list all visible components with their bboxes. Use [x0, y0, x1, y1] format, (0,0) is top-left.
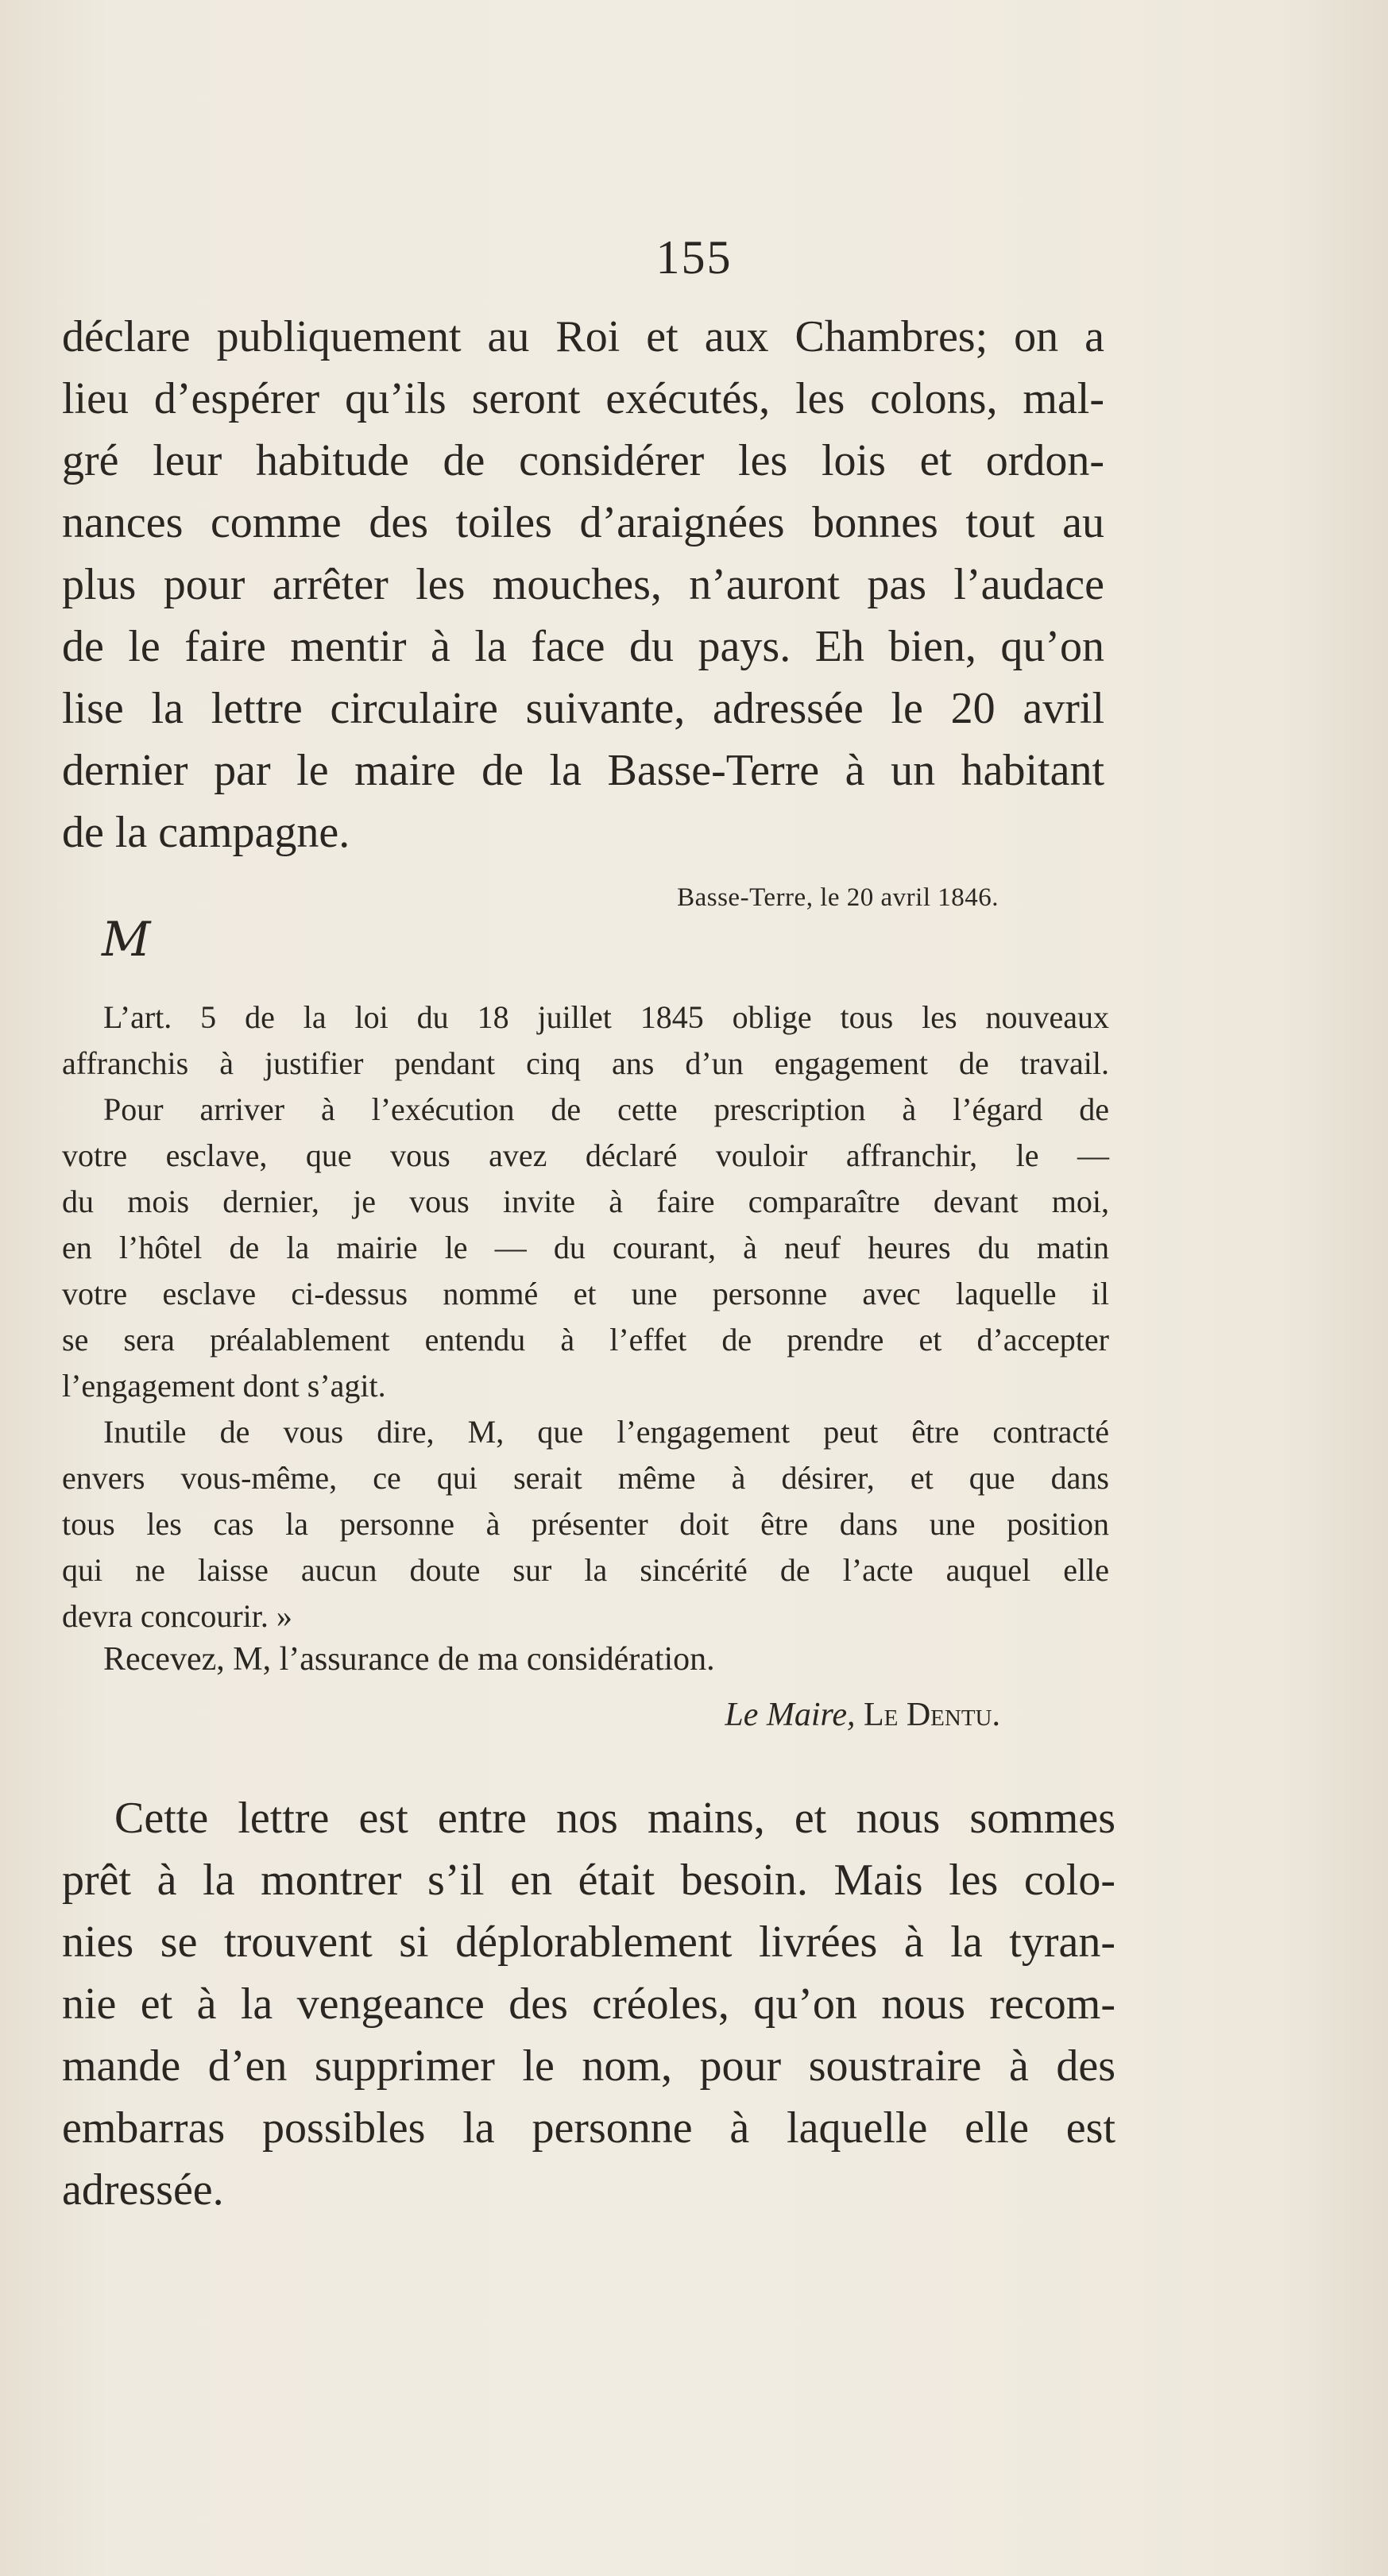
- letter-line: qui ne laisse aucun doute sur la sincérité de l’acte auquel elle: [62, 1552, 1109, 1588]
- letter-body: [62, 994, 1109, 1639]
- text-line: Cette lettre est entre nos mains, et nous sommes: [114, 1794, 1115, 1843]
- letter-line: se sera préalablement entendu à l’effet de prendre et d’accepter: [62, 1322, 1109, 1358]
- intro-paragraph: [62, 306, 1104, 863]
- letter-salutation: M: [102, 912, 151, 967]
- text-line: de la campagne.: [62, 808, 350, 857]
- signature-name: Le Dentu.: [863, 1697, 1000, 1733]
- text-line: plus pour arrêter les mouches, n’auront pas l’audace: [62, 560, 1104, 609]
- text-line: nances comme des toiles d’araignées bonnes tout au: [62, 498, 1104, 547]
- text-line: gré leur habitude de considérer les lois et ordon-: [62, 436, 1104, 485]
- page-number: 155: [655, 231, 733, 284]
- text-line: embarras possibles la personne à laquelle elle est: [62, 2103, 1115, 2153]
- text-line: nie et à la vengeance des créoles, qu’on nous recom-: [62, 1979, 1115, 2029]
- closing-paragraph: [62, 1787, 1115, 2221]
- letter-signature: [725, 1696, 1000, 1734]
- letter-line: votre esclave ci-dessus nommé et une personne avec laquelle il: [62, 1276, 1109, 1311]
- letter-line: tous les cas la personne à présenter doit être dans une position: [62, 1506, 1109, 1542]
- letter-line: du mois dernier, je vous invite à faire comparaître devant moi,: [62, 1184, 1109, 1219]
- letter-line: en l’hôtel de la mairie le — du courant, à neuf heures du matin: [62, 1230, 1109, 1265]
- text-line: adressée.: [62, 2165, 224, 2215]
- letter-line: affranchis à justifier pendant cinq ans d’un engagement de travail.: [62, 1045, 1109, 1081]
- text-line: nies se trouvent si déplorablement livrées à la tyran-: [62, 1918, 1115, 1967]
- letter-line: envers vous-même, ce qui serait même à désirer, et que dans: [62, 1460, 1109, 1496]
- letter-dateline: Basse-Terre, le 20 avril 1846.: [677, 883, 999, 912]
- text-line: dernier par le maire de la Basse-Terre à un habitant: [62, 746, 1104, 795]
- text-line: de le faire mentir à la face du pays. Eh bien, qu’on: [62, 622, 1104, 671]
- letter-line: L’art. 5 de la loi du 18 juillet 1845 oblige tous les nouveaux: [103, 999, 1109, 1035]
- text-line: mande d’en supprimer le nom, pour soustraire à des: [62, 2041, 1115, 2091]
- letter-line: votre esclave, que vous avez déclaré vouloir affranchir, le —: [62, 1137, 1109, 1173]
- letter-regards: Recevez, M, l’assurance de ma considération.: [103, 1641, 715, 1678]
- letter-line: Pour arriver à l’exécution de cette prescription à l’égard de: [103, 1091, 1109, 1127]
- text-line: lise la lettre circulaire suivante, adressée le 20 avril: [62, 684, 1104, 733]
- text-line: déclare publiquement au Roi et aux Chambres; on a: [62, 312, 1104, 361]
- text-line: prêt à la montrer s’il en était besoin. Mais les colo-: [62, 1856, 1115, 1905]
- letter-line: devra concourir. »: [62, 1598, 292, 1634]
- letter-line: Inutile de vous dire, M, que l’engagement peut être contracté: [103, 1414, 1109, 1450]
- signature-title: Le Maire,: [725, 1697, 856, 1733]
- letter-line: l’engagement dont s’agit.: [62, 1368, 386, 1404]
- text-line: lieu d’espérer qu’ils seront exécutés, les colons, mal-: [62, 374, 1104, 423]
